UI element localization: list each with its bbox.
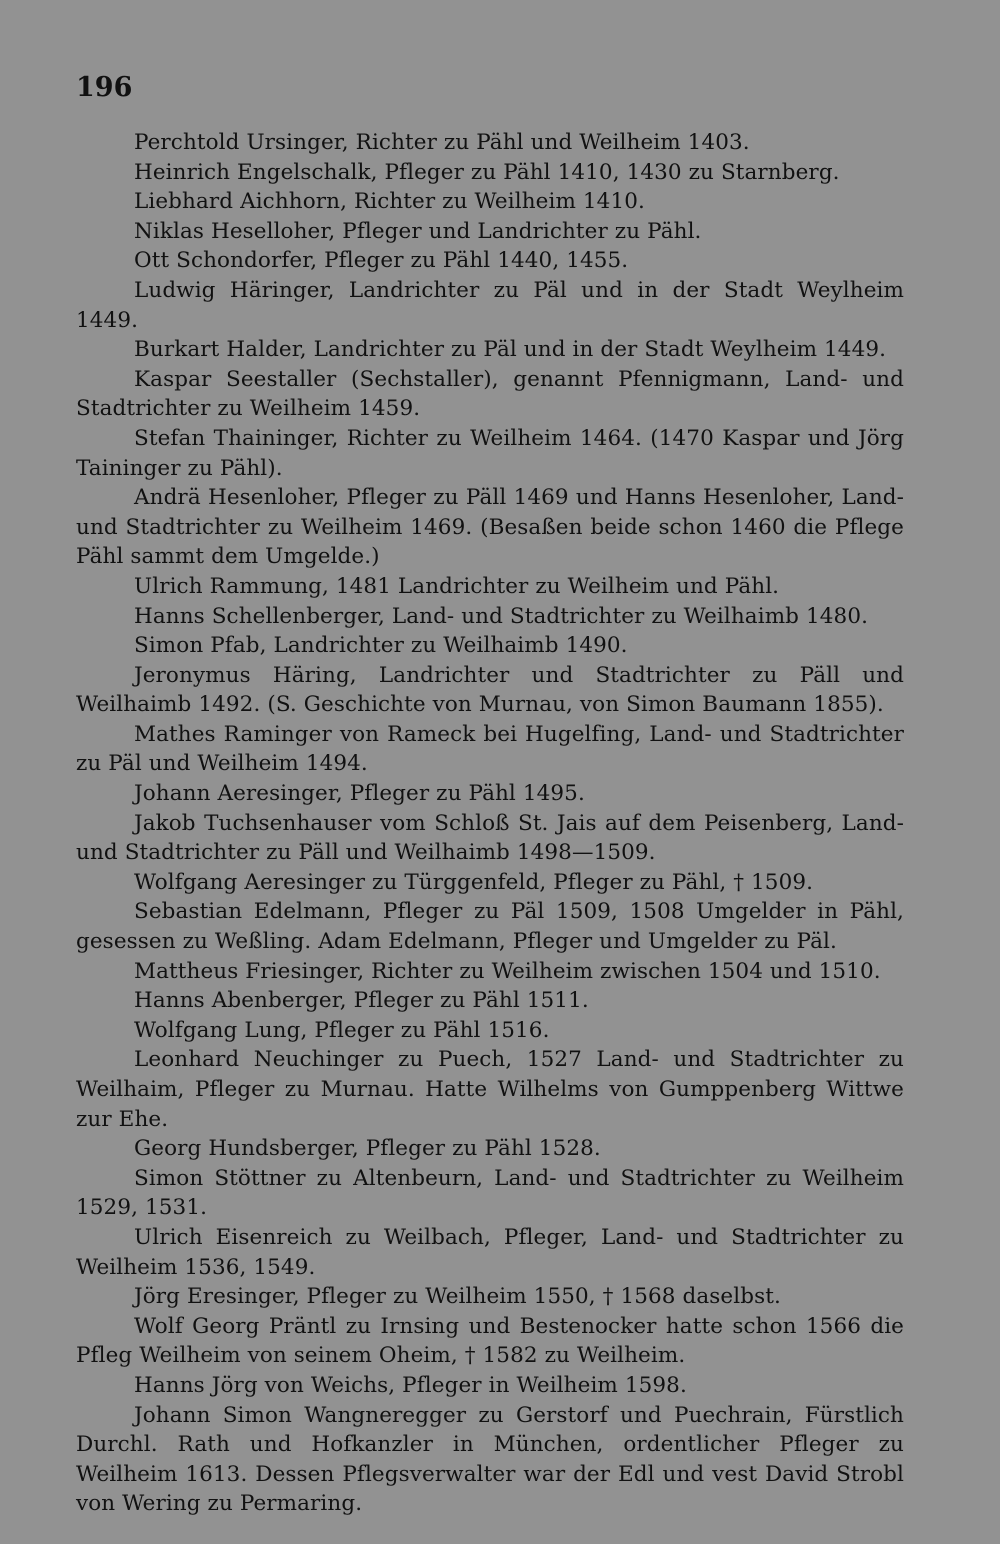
entry-paragraph: Wolfgang Lung, Pfleger zu Pähl 1516. — [134, 1017, 550, 1043]
entry-paragraph: Ludwig Häringer, Landrichter zu Päl und in der Stadt Weylheim 1449. — [76, 277, 904, 333]
entry-paragraph: Wolfgang Aeresinger zu Türggenfeld, Pfleger zu Pähl, † 1509. — [134, 869, 814, 895]
entry-paragraph: Stefan Thaininger, Richter zu Weilheim 1464. (1470 Kaspar und Jörg Taininger zu Pähl). — [76, 425, 904, 481]
entry-paragraph: Mattheus Friesinger, Richter zu Weilheim zwischen 1504 und 1510. — [134, 958, 881, 984]
entry-paragraph: Heinrich Engelschalk, Pfleger zu Pähl 1410, 1430 zu Starnberg. — [134, 159, 840, 185]
entry-paragraph: Hanns Abenberger, Pfleger zu Pähl 1511. — [134, 988, 589, 1014]
entry-paragraph: Leonhard Neuchinger zu Puech, 1527 Land- und Stadtrichter zu Weilhaim, Pfleger zu Murnau. Hatte Wilhelms von Gumppenberg Wittwe zur Ehe. — [76, 1047, 904, 1132]
entry-paragraph: Niklas Heselloher, Pfleger und Landrichter zu Pähl. — [134, 218, 702, 244]
page-number: 196 — [76, 72, 133, 103]
page-body — [76, 128, 904, 1519]
entry-paragraph: Georg Hundsberger, Pfleger zu Pähl 1528. — [134, 1136, 601, 1162]
entry-paragraph: Liebhard Aichhorn, Richter zu Weilheim 1410. — [134, 189, 645, 215]
entry-paragraph: Mathes Raminger von Rameck bei Hugelfing, Land- und Stadtrichter zu Päl und Weilheim 1494. — [76, 721, 904, 777]
entry-paragraph: Ulrich Eisenreich zu Weilbach, Pfleger, Land- und Stadtrichter zu Weilheim 1536, 1549. — [76, 1224, 904, 1280]
entry-paragraph: Andrä Hesenloher, Pfleger zu Päll 1469 und Hanns Hesenloher, Land- und Stadtrichter zu Weilheim 1469. (Besaßen beide schon 1460 die Pflege Pähl sammt dem Umgelde.) — [76, 485, 904, 570]
entry-paragraph: Hanns Jörg von Weichs, Pfleger in Weilheim 1598. — [134, 1372, 687, 1398]
entry-paragraph: Johann Simon Wangneregger zu Gerstorf und Puechrain, Fürstlich Durchl. Rath und Hofkanzler in München, ordentlicher Pfleger zu Weilheim 1613. Dessen Pflegsverwalter war der Edl und vest David Strobl von Wering zu Permaring. — [76, 1402, 904, 1517]
entry-paragraph: Kaspar Seestaller (Sechstaller), genannt Pfennigmann, Land- und Stadtrichter zu Weilheim 1459. — [76, 366, 904, 422]
entry-paragraph: Wolf Georg Präntl zu Irnsing und Bestenocker hatte schon 1566 die Pfleg Weilheim von seinem Oheim, † 1582 zu Weilheim. — [76, 1313, 904, 1369]
entry-paragraph: Burkart Halder, Landrichter zu Päl und in der Stadt Weylheim 1449. — [134, 337, 887, 363]
entry-paragraph: Johann Aeresinger, Pfleger zu Pähl 1495. — [134, 781, 585, 807]
entry-paragraph: Sebastian Edelmann, Pfleger zu Päl 1509, 1508 Umgelder in Pähl, gesessen zu Weßling. Adam Edelmann, Pfleger und Umgelder zu Päl. — [76, 899, 904, 955]
entry-paragraph: Simon Pfab, Landrichter zu Weilhaimb 1490. — [134, 633, 628, 659]
entry-paragraph: Jakob Tuchsenhauser vom Schloß St. Jais auf dem Peisenberg, Land- und Stadtrichter zu Päll und Weilhaimb 1498—1509. — [76, 810, 904, 866]
entry-paragraph: Ulrich Rammung, 1481 Landrichter zu Weilheim und Pähl. — [134, 573, 780, 599]
entry-paragraph: Perchtold Ursinger, Richter zu Pähl und Weilheim 1403. — [134, 130, 750, 155]
entry-paragraph: Jörg Eresinger, Pfleger zu Weilheim 1550, † 1568 daselbst. — [134, 1284, 781, 1310]
entry-paragraph: Simon Stöttner zu Altenbeurn, Land- und Stadtrichter zu Weilheim 1529, 1531. — [76, 1165, 904, 1221]
entry-paragraph: Jeronymus Häring, Landrichter und Stadtrichter zu Päll und Weilhaimb 1492. (S. Geschichte von Murnau, von Simon Baumann 1855). — [76, 662, 904, 718]
entry-paragraph: Hanns Schellenberger, Land- und Stadtrichter zu Weilhaimb 1480. — [134, 603, 869, 629]
entry-paragraph: Ott Schondorfer, Pfleger zu Pähl 1440, 1455. — [134, 248, 629, 274]
